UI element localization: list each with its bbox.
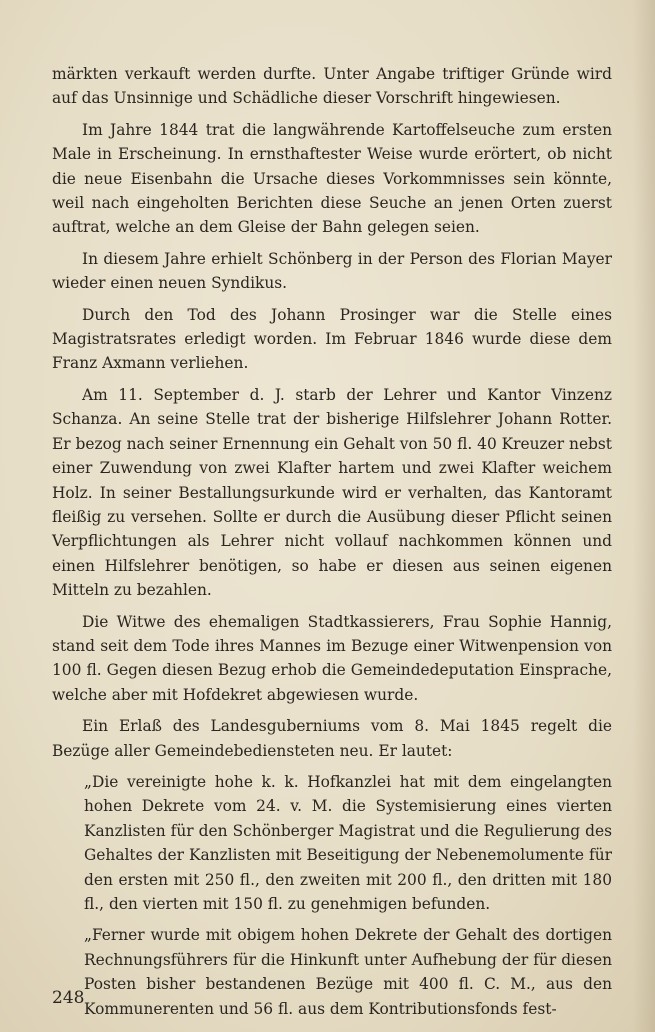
paragraph: In diesem Jahre erhielt Schönberg in der Person des Florian Mayer wieder einen neuen Syndikus.: [52, 249, 612, 293]
quote-paragraph: „Die vereinigte hohe k. k. Hofkanzlei hat mit dem eingelangten hohen Dekrete vom 24. v. M. die Systemisierung eines vierten Kanzlisten für den Schönberger Magistrat und die Regulierung des Gehaltes der Kanzlisten mit Beseitigung der Nebenemolumente für den ersten mit 250 fl., den zweiten mit 200 fl., den dritten mit 180 fl., den vierten mit 150 fl. zu genehmigen befunden.: [84, 772, 612, 913]
quote-paragraph: „Ferner wurde mit obigem hohen Dekrete der Gehalt des dortigen Rechnungsführers für die Hinkunft unter Aufhebung der für diesen Posten bisher bestandenen Bezüge mit 400 fl. C. M., aus den Kommunerenten und 56 fl. aus dem Kontributionsfonds fest-: [84, 926, 612, 1018]
body-text: [52, 62, 612, 1028]
page-number: 248: [52, 988, 85, 1008]
quoted-decree: [84, 770, 612, 1021]
paragraph: Im Jahre 1844 trat die langwährende Kartoffelseuche zum ersten Male in Erscheinung. In ernsthaftester Weise wurde erörtert, ob nicht die neue Eisenbahn die Ursache dieses Vorkommnisses sein könnte, weil nach eingeholten Berichten diese Seuche an jenen Orten zuerst auftrat, welche an dem Gleise der Bahn gelegen seien.: [52, 120, 612, 237]
paragraph: Am 11. September d. J. starb der Lehrer und Kantor Vinzenz Schanza. An seine Stelle trat der bisherige Hilfslehrer Johann Rotter. Er bezog nach seiner Ernennung ein Gehalt von 50 fl. 40 Kreuzer nebst einer Zuwendung von zwei Klafter hartem und zwei Klafter weichem Holz. In seiner Bestallungsurkunde wird er verhalten, das Kantoramt fleißig zu versehen. Sollte er durch die Ausübung dieser Pflicht seinen Verpflichtungen als Lehrer nicht vollauf nachkommen können und einen Hilfslehrer benötigen, so habe er diesen aus seinen eigenen Mitteln zu bezahlen.: [52, 385, 612, 600]
paragraph: märkten verkauft werden durfte. Unter Angabe triftiger Gründe wird auf das Unsinnige und Schädliche dieser Vorschrift hingewiesen.: [52, 65, 612, 108]
paragraph: Die Witwe des ehemaligen Stadtkassierers, Frau Sophie Hannig, stand seit dem Tode ihres Mannes im Bezuge einer Witwenpension von 100 fl. Gegen diesen Bezug erhob die Gemeindedeputation Einsprache, welche aber mit Hofdekret abgewiesen wurde.: [52, 612, 612, 704]
paragraph: Durch den Tod des Johann Prosinger war die Stelle eines Magistratsrates erledigt worden. Im Februar 1846 wurde diese dem Franz Axmann verliehen.: [52, 305, 612, 373]
paragraph: Ein Erlaß des Landesguberniums vom 8. Mai 1845 regelt die Bezüge aller Gemeindebediensteten neu. Er lautet:: [52, 717, 612, 760]
